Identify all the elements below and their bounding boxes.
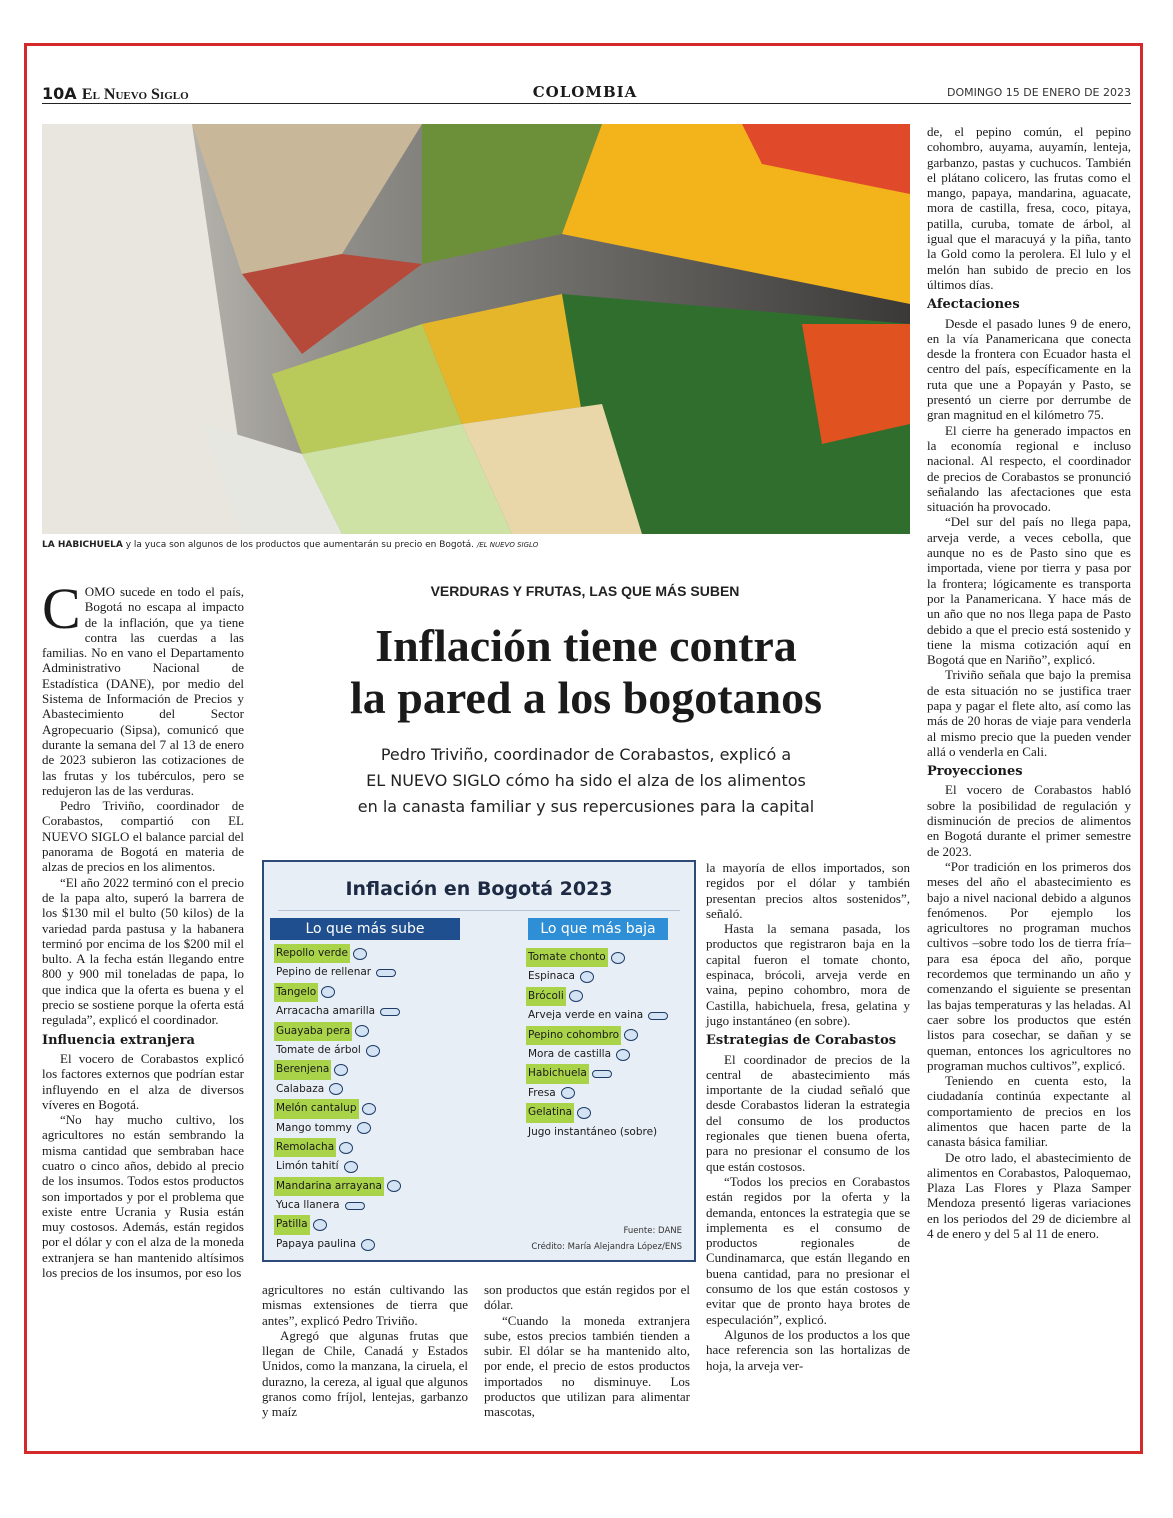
produce-shelf-photo <box>42 124 910 534</box>
paragraph-intro <box>42 576 244 798</box>
paragraph: El cierre ha generado impactos en la economía regional e incluso nacional. Al respecto, el coordinador de precios de Corabastos se pronunció señalando las afectaciones que esta situación ha provocado. <box>927 422 1131 515</box>
paragraph: El vocero de Corabastos explicó los factores externos que podrían estar influyendo en el alza de diversos víveres en Bogotá. <box>42 1050 244 1112</box>
headline-line: Inflación tiene contra <box>375 620 797 671</box>
kicker: VERDURAS Y FRUTAS, LAS QUE MÁS SUBEN <box>430 583 740 599</box>
infographic-item <box>526 948 668 967</box>
produce-icon <box>345 1202 365 1210</box>
paragraph: de, el pepino común, el pepino cohombro, auyama, auyamín, lenteja, garbanzo, pastas y cuchucos. También el plátano colicero, las frutas como el mango, papaya, mandarina, aguacate, mora de castilla, fresa, coco, pitaya, patilla, curuba, tomate de árbol, al igual que el maracuyá y la piña, tanto la Gold como la perolera. El lulo y el melón han subido de precio en los últimos días. <box>927 124 1131 292</box>
subheadline <box>320 742 852 820</box>
infographic-item-label: Habichuela <box>526 1064 589 1083</box>
headline-line: la pared a los bogotanos <box>349 672 823 723</box>
infographic-item <box>526 967 668 986</box>
page-header-left <box>42 84 189 104</box>
infographic-item <box>526 1103 668 1122</box>
produce-icon <box>580 971 594 983</box>
produce-icon <box>361 1239 375 1251</box>
paragraph: “Todos los precios en Corabastos están regidos por la oferta y la demanda, entonces la estrategia que se implementa es el consumo de productos regionales de Cundinamarca, que están llegando en buena cantidad, para no presionar el consumo de los que están costosos y evitar que de pronto haya brotes de especulación”, explicó. <box>706 1173 910 1327</box>
infographic-item <box>274 1177 401 1196</box>
paragraph: De otro lado, el abastecimiento de alimentos en Corabastos, Paloquemao, Plaza Las Flores y Plaza Samper Mendoza presentó ligeras variaciones en los periodos del 29 de diciembre al 4 de enero y del 5 al 11 de enero. <box>927 1149 1131 1242</box>
article-column-2 <box>262 1282 468 1420</box>
infographic-item-label: Melón cantalup <box>274 1099 359 1118</box>
infographic-item-label: Berenjena <box>274 1060 331 1079</box>
header-rule <box>42 103 1131 104</box>
infographic-item-label: Tomate chonto <box>526 948 608 967</box>
infographic-item <box>526 1084 668 1103</box>
issue-date: DOMINGO 15 DE ENERO DE 2023 <box>946 86 1131 99</box>
subheading: Influencia extranjera <box>42 1032 195 1048</box>
produce-icon <box>648 1012 668 1020</box>
infographic-item-label: Mora de castilla <box>528 1047 612 1060</box>
paragraph: Desde el pasado lunes 9 de enero, en la vía Panamericana que conecta desde la frontera con Ecuador hasta el centro del país, específicamente en la ruta que une a Popayán y Pasto, se presentó un cierre por derrumbe de gran magnitud en el kilómetro 75. <box>927 315 1131 423</box>
paragraph: la mayoría de ellos importados, son regidos por el dólar y también presentan precios altos sostenidos”, señaló. <box>706 860 910 921</box>
produce-icon <box>339 1142 353 1154</box>
caption-lead: LA HABICHUELA <box>42 540 123 550</box>
caption-credit: /EL NUEVO SIGLO <box>476 541 539 549</box>
produce-icon <box>321 986 335 998</box>
produce-icon <box>355 1025 369 1037</box>
produce-icon <box>387 1180 401 1192</box>
headline <box>300 620 872 724</box>
paragraph: Teniendo en cuenta esto, la ciudadanía continúa expectante al comportamiento de precios en los alimentos que hacen parte de la canasta básica familiar. <box>927 1073 1131 1150</box>
infographic-item <box>274 963 401 982</box>
infographic-item <box>274 1041 401 1060</box>
falling-prices-list <box>526 948 668 1142</box>
produce-icon <box>569 990 583 1002</box>
rising-prices-label: Lo que más sube <box>270 918 460 940</box>
infographic-item <box>274 1235 401 1254</box>
infographic-item <box>526 1064 668 1083</box>
produce-icon <box>380 1008 400 1016</box>
section-name: COLOMBIA <box>532 83 638 101</box>
produce-icon <box>362 1103 376 1115</box>
paragraph: Agregó que algunas frutas que llegan de Chile, Canadá y Estados Unidos, como la manzana, la ciruela, el durazno, la cereza, al igual que algunos granos como fríjol, lentejas, garbanzo y maíz <box>262 1327 468 1420</box>
infographic-item <box>526 1006 668 1025</box>
infographic-item-label: Guayaba pera <box>274 1022 352 1041</box>
infographic-item <box>274 1080 401 1099</box>
infographic-item <box>274 944 401 963</box>
produce-icon <box>366 1045 380 1057</box>
page-number: 10A <box>42 84 77 103</box>
produce-icon <box>357 1122 371 1134</box>
article-column-4 <box>706 860 910 1405</box>
infographic-item-label: Mandarina arrayana <box>274 1177 384 1196</box>
infographic-item-label: Yuca llanera <box>276 1199 340 1212</box>
masthead: El Nuevo Siglo <box>81 86 189 103</box>
article-column-3 <box>484 1282 690 1420</box>
produce-icon <box>616 1049 630 1061</box>
infographic-item-label: Fresa <box>528 1086 556 1099</box>
infographic-item <box>274 1215 401 1234</box>
infographic-item-label: Remolacha <box>274 1138 336 1157</box>
produce-icon <box>624 1029 638 1041</box>
infographic-item-label: Gelatina <box>526 1103 574 1122</box>
produce-icon <box>313 1219 327 1231</box>
infographic-item <box>274 1002 401 1021</box>
infographic-item <box>526 1026 668 1045</box>
produce-icon <box>329 1083 343 1095</box>
produce-icon <box>561 1087 575 1099</box>
infographic-item-label: Jugo instantáneo (sobre) <box>528 1125 658 1138</box>
paragraph: Triviño señala que bajo la premisa de esta situación no se justifica traer papa y pagar el flete alto, así como las más de 20 horas de viaje para venderla al mismo precio que la pueden vender allá o venderla en Cali. <box>927 667 1131 759</box>
falling-prices-label: Lo que más baja <box>528 918 668 940</box>
article-column-1 <box>42 576 244 1404</box>
infographic-item <box>274 1119 401 1138</box>
infographic-credit: Crédito: María Alejandra López/ENS <box>531 1242 682 1252</box>
rising-prices-list <box>274 944 401 1254</box>
paragraph: “Del sur del país no llega papa, arveja verde, a veces cebolla, que aunque no es de Pasto sino que es importada, viene por tierra y pasa por la frontera; lógicamente es transporta por la Panamericana. Y hace más de un año que no nos llega papa de Pasto debido a que el precio está sostenido y tiene la misma cotización aquí en Bogotá que en Nariño”, explicó. <box>927 514 1131 668</box>
infographic-item-label: Tangelo <box>274 983 318 1002</box>
subheading: Afectaciones <box>927 297 1020 313</box>
infographic-item <box>526 987 668 1006</box>
infographic-rule <box>278 910 680 911</box>
infographic-item-label: Tomate de árbol <box>276 1043 361 1056</box>
infographic-title: Inflación en Bogotá 2023 <box>345 878 613 900</box>
produce-icon <box>376 969 396 977</box>
paragraph: Pedro Triviño, coordinador de Corabastos, compartió con EL NUEVO SIGLO el balance parcial del panorama de Bogotá en materia de alzas de precios en los alimentos. <box>42 798 244 875</box>
infographic-item-label: Papaya paulina <box>276 1237 357 1250</box>
produce-icon <box>592 1070 612 1078</box>
infographic-item <box>274 1099 401 1118</box>
subhead-line: EL NUEVO SIGLO cómo ha sido el alza de los alimentos <box>366 771 806 790</box>
infographic-item-label: Calabaza <box>276 1082 325 1095</box>
subhead-line: en la canasta familiar y sus repercusiones para la capital <box>357 797 815 816</box>
subheading: Estrategias de Corabastos <box>706 1033 897 1049</box>
infographic-item <box>274 1060 401 1079</box>
infographic-item-label: Patilla <box>274 1215 310 1234</box>
photo-caption <box>42 540 910 550</box>
paragraph: “El año 2022 terminó con el precio de la papa alto, superó la barrera de los $130 mil el bulto (50 kilos) de la variedad parda pastusa y la habanera terminó por encima de los $200 mil el bulto. A la fecha están llegando entre 800 y 900 mil toneladas de papa, lo que indica que la oferta es buena y el precio se sostiene porque la oferta está regulada”, explicó el coordinador. <box>42 874 244 1028</box>
produce-icon <box>577 1107 591 1119</box>
infographic-item-label: Espinaca <box>528 970 575 983</box>
infographic-item-label: Arveja verde en vaina <box>528 1009 644 1022</box>
infographic-item <box>274 1157 401 1176</box>
paragraph: agricultores no están cultivando las mismas extensiones de tierra que antes”, explicó Pedro Triviño. <box>262 1282 468 1328</box>
dropcap: C <box>42 576 81 641</box>
infographic-item-label: Pepino cohombro <box>526 1026 621 1045</box>
infographic-item-label: Brócoli <box>526 987 566 1006</box>
subheading: Proyecciones <box>927 764 1023 780</box>
produce-icon <box>344 1161 358 1173</box>
produce-icon <box>611 952 625 964</box>
infographic-item <box>526 1123 668 1142</box>
infographic-item <box>526 1045 668 1064</box>
infographic-item-label: Mango tommy <box>276 1121 352 1134</box>
paragraph: El coordinador de precios de la central de abastecimiento más importante de la ciudad señaló que desde Corabastos lideran la estrategia del consumo de los productos regionales que tienen buena oferta, para no presionar el consumo de los que están costosos. <box>706 1051 910 1174</box>
infographic-item <box>274 1022 401 1041</box>
infographic-item-label: Arracacha amarilla <box>276 1005 376 1018</box>
paragraph: “No hay mucho cultivo, los agricultores no están sembrando la misma cantidad que sembraban hace cuatro o cinco años, debido al precio de los insumos. Todos estos productos son importados y por el problema que existe entre Ucrania y Rusia están muy costosos. Además, están regidos por el dólar y con el alza de la moneda extranjera se han mantenido altísimos los precios de los insumos, por eso los <box>42 1112 244 1281</box>
produce-shelf-illustration <box>42 124 910 534</box>
paragraph: Hasta la semana pasada, los productos que registraron baja en la capital fueron el tomate chonto, espinaca, brócoli, arveja verde en vaina, pepino cohombro, mora de Castilla, habichuela, fresa, gelatina y jugo instantáneo (en sobre). <box>706 921 910 1028</box>
caption-text: y la yuca son algunos de los productos que aumentarán su precio en Bogotá. <box>122 540 477 550</box>
paragraph: “Por tradición en los primeros dos meses del año el abastecimiento es bajo a nivel nacional debido a algunos fenómenos. Por ejemplo los agricultores no programan muchos cultivos –sobre todo los de tierra fría– para esa época del año, porque recordemos que terminando un año y comenzando el siguiente se presentan las bajas temperaturas y las heladas. Al caer sobre los productos que estén listos para cosechar, se dañan y se queman, entonces los agricultores no programan muchos cultivos”, explicó. <box>927 858 1131 1073</box>
inflation-infographic <box>262 860 696 1262</box>
paragraph: son productos que están regidos por el dólar. <box>484 1282 690 1313</box>
infographic-item <box>274 983 401 1002</box>
infographic-item-label: Pepino de rellenar <box>276 966 372 979</box>
infographic-item <box>274 1138 401 1157</box>
paragraph: “Cuando la moneda extranjera sube, estos precios también tienden a subir. El dólar se ha mantenido alto, por ende, el precio de estos productos importados no disminuye. Los productos que utilizan para alimentar mascotas, <box>484 1312 690 1420</box>
produce-icon <box>334 1064 348 1076</box>
produce-icon <box>353 948 367 960</box>
subhead-line: Pedro Triviño, coordinador de Corabastos, explicó a <box>380 745 792 764</box>
paragraph: Algunos de los productos a los que hace referencia son las hortalizas de hoja, la arveja ver- <box>706 1326 910 1373</box>
article-column-5 <box>927 124 1131 1406</box>
infographic-source: Fuente: DANE <box>623 1226 682 1236</box>
infographic-item-label: Limón tahití <box>276 1160 339 1173</box>
infographic-item <box>274 1196 401 1215</box>
paragraph: El vocero de Corabastos habló sobre la posibilidad de regulación y disminución de precios de alimentos en Bogotá durante el primer semestre de 2023. <box>927 782 1131 859</box>
infographic-item-label: Repollo verde <box>274 944 350 963</box>
paragraph-intro-text: OMO sucede en todo el país, Bogotá no escapa al impacto de la inflación, que ya tiene contra las cuerdas a las familias. No en vano el Departamento Administrativo Nacional de Estadística (DANE), por medio del Sistema de Información de Precios y Abastecimiento del Sector Agropecuario (Sipsa), comunicó que durante la semana del 7 al 13 de enero de 2023 subieron las cotizaciones de las frutas y los tubérculos, pero se redujeron las de las verduras. <box>42 584 244 798</box>
